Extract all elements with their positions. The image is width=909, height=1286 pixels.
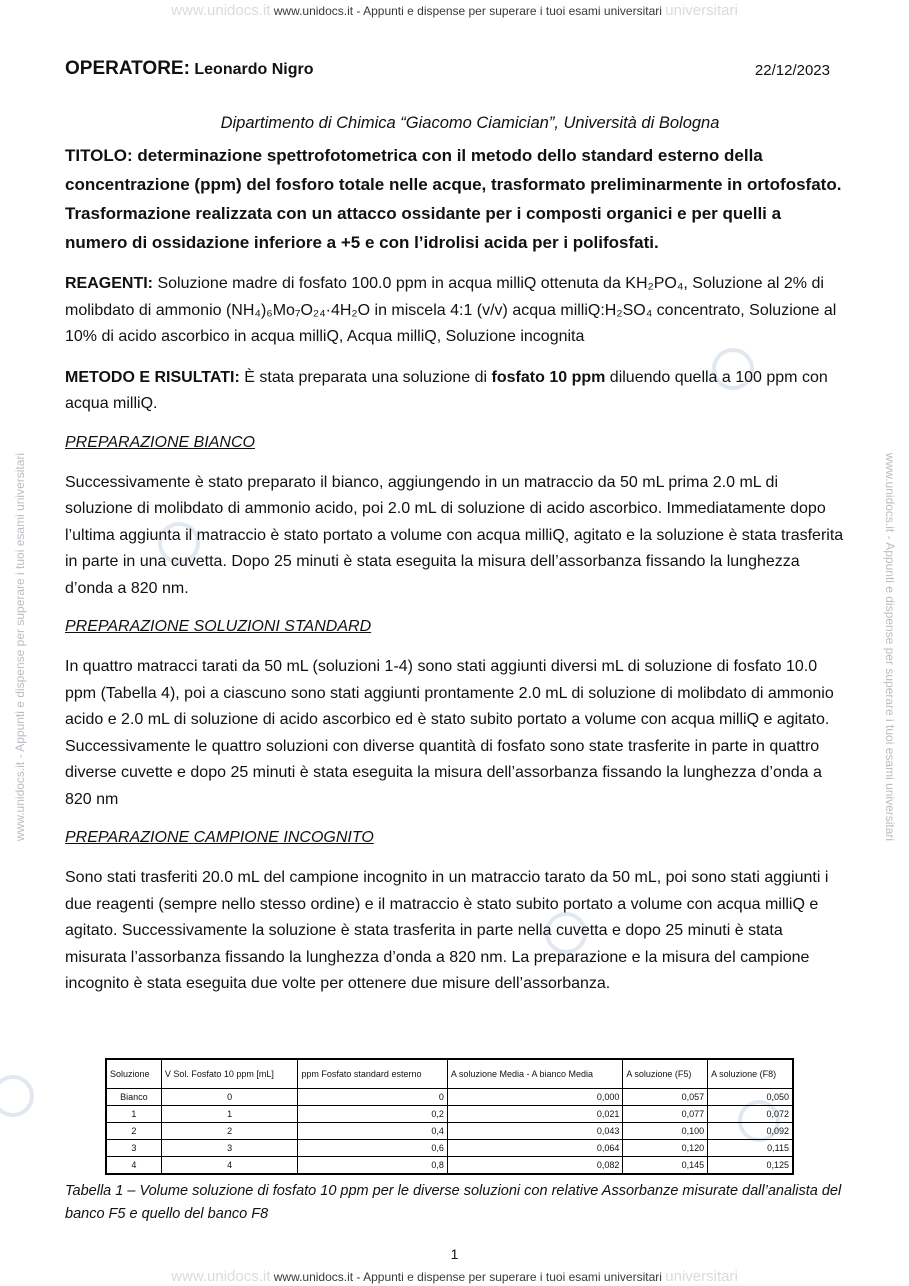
table-cell: 0,057	[623, 1089, 708, 1106]
watermark-top	[0, 2, 909, 19]
table-header-cell: Soluzione	[106, 1059, 161, 1089]
table-cell: 0,6	[298, 1140, 448, 1157]
table-row	[106, 1123, 793, 1140]
page-number: 1	[450, 1246, 459, 1262]
table-cell: 1	[106, 1106, 161, 1123]
section-text-standard: In quattro matracci tarati da 50 mL (soluzioni 1-4) sono stati aggiunti diversi mL di soluzione di fosfato 10.0 ppm (Tabella 4), poi a ciascuno sono stati aggiunti prontamente 2.0 mL di soluzione di molibdato di ammonio acido e 2.0 mL di soluzione di acido ascorbico ed è stato subito portato a volume con acqua milliQ e agitato. Successivamente le quattro soluzioni con diverse quantità di fosfato sono state trasferite in parte in quattro diverse cuvette e dopo 25 minuti è stata eseguita la misura dell’assorbanza fissando la lunghezza d’onda a 820 nm	[65, 658, 834, 808]
section-heading-bianco: PREPARAZIONE BIANCO	[65, 433, 255, 451]
reagents-text: Soluzione madre di fosfato 100.0 ppm in acqua milliQ ottenuta da KH₂PO₄, Soluzione al 2% di molibdato di ammonio (NH₄)₆Mo₇O₂₄·4H₂O in miscela 4:1 (v/v) acqua milliQ:H₂SO₄ concentrato, Soluzione al 10% di acido ascorbico in acqua milliQ, Acqua milliQ, Soluzione incognita	[65, 275, 837, 345]
title-text: determinazione spettrofotometrica con il metodo dello standard esterno della concentrazione (ppm) del fosforo totale nelle acque, trasformato preliminarmente in ortofosfato. Trasformazione realizzata con un attacco ossidante per i composti organici e per quelli a numero di ossidazione inferiore a +5 e con l’idrolisi acida per i polifosfati.	[65, 146, 842, 252]
watermark-left: www.unidocs.it - Appunti e dispense per superare i tuoi esami universitari	[13, 452, 27, 842]
table-cell: 3	[106, 1140, 161, 1157]
table-cell: 0,082	[447, 1157, 622, 1175]
table-caption: Tabella 1 – Volume soluzione di fosfato 10 ppm per le diverse soluzioni con relative Assorbanze misurate dall’analista del banco F5 e quello del banco F8	[65, 1183, 842, 1222]
table-cell: 0,050	[708, 1089, 793, 1106]
table-cell: 4	[161, 1157, 298, 1175]
reagents-label: REAGENTI:	[65, 275, 153, 292]
watermark-text: www.unidocs.it - Appunti e dispense per superare i tuoi esami universitari	[273, 4, 662, 18]
watermark-faint-left: www.unidocs.it	[171, 1268, 271, 1285]
method-paragraph	[65, 365, 845, 418]
section-text-incognito: Sono stati trasferiti 20.0 mL del campione incognito in un matraccio tarato da 50 mL, poi sono stati aggiunti i due reagenti (sempre nello stesso ordine) e il matraccio è stato subito portato a volume con acqua milliQ e agitato. Successivamente la soluzione è stata trasferita in parte nella cuvetta e dopo 25 minuti è stata misurata l’assorbanza fissando la lunghezza d’onda a 820 nm. La preparazione e la misura del campione incognito è stata eseguita due volte per ottenere due misure dell’assorbanza.	[65, 869, 829, 992]
watermark-right: www.unidocs.it - Appunti e dispense per superare i tuoi esami universitari	[883, 452, 897, 842]
table-cell: 0,077	[623, 1106, 708, 1123]
table-cell: 0,115	[708, 1140, 793, 1157]
table-cell: 0	[161, 1089, 298, 1106]
watermark-faint-left: www.unidocs.it	[171, 2, 271, 19]
watermark-faint-right: universitari	[665, 2, 738, 19]
section-heading-incognito: PREPARAZIONE CAMPIONE INCOGNITO	[65, 829, 374, 846]
data-table	[105, 1058, 794, 1175]
method-label: METODO E RISULTATI:	[65, 368, 240, 386]
table-cell: Bianco	[106, 1089, 161, 1106]
table-row	[106, 1106, 793, 1123]
table-header-cell: V Sol. Fosfato 10 ppm [mL]	[161, 1059, 298, 1089]
table-cell: 2	[161, 1123, 298, 1140]
operator-label: OPERATORE:	[65, 58, 190, 79]
table-cell: 0,120	[623, 1140, 708, 1157]
watermark-text: www.unidocs.it - Appunti e dispense per superare i tuoi esami universitari	[273, 1270, 662, 1284]
table-cell: 4	[106, 1157, 161, 1175]
table-cell: 0,4	[298, 1123, 448, 1140]
reagents-paragraph	[65, 271, 845, 351]
header	[65, 58, 845, 88]
table-row	[106, 1140, 793, 1157]
operator-name: Leonardo Nigro	[194, 61, 314, 78]
table-cell: 0,8	[298, 1157, 448, 1175]
table-cell: 0,100	[623, 1123, 708, 1140]
table-cell: 1	[161, 1106, 298, 1123]
section-heading-standard: PREPARAZIONE SOLUZIONI STANDARD	[65, 618, 372, 635]
table-header-cell: A soluzione Media - A bianco Media	[447, 1059, 622, 1089]
table-cell: 3	[161, 1140, 298, 1157]
table-header-cell: A soluzione (F5)	[623, 1059, 708, 1089]
department: Dipartimento di Chimica “Giacomo Ciamician”, Università di Bologna	[220, 114, 720, 132]
table-cell: 0,072	[708, 1106, 793, 1123]
table-header-cell: ppm Fosfato standard esterno	[298, 1059, 448, 1089]
table-cell: 0,145	[623, 1157, 708, 1175]
table-header-row	[106, 1059, 793, 1089]
method-text-after: diluendo quella a 100 ppm con acqua milliQ.	[65, 368, 828, 412]
table-cell: 0,043	[447, 1123, 622, 1140]
watermark-bottom	[0, 1268, 909, 1285]
document-title	[65, 141, 845, 257]
method-text-before: È stata preparata una soluzione di	[244, 368, 488, 386]
table-header-cell: A soluzione (F8)	[708, 1059, 793, 1089]
table-row	[106, 1089, 793, 1106]
watermark-logo-icon	[0, 1075, 34, 1117]
method-bold: fosfato 10 ppm	[491, 368, 606, 386]
table-cell: 0,125	[708, 1157, 793, 1175]
table-cell: 2	[106, 1123, 161, 1140]
title-label: TITOLO:	[65, 146, 133, 165]
table-cell: 0,021	[447, 1106, 622, 1123]
table-cell: 0,064	[447, 1140, 622, 1157]
section-text-bianco: Successivamente è stato preparato il bianco, aggiungendo in un matraccio da 50 mL prima 2.0 mL di soluzione di molibdato di ammonio acido, poi 2.0 mL di soluzione di acido ascorbico. Immediatamente dopo l’ultima aggiunta il matraccio è stato portato a volume con acqua milliQ, agitato e la soluzione è stata trasferita in parte in una cuvetta. Dopo 25 minuti è stata eseguita la misura dell’assorbanza fissando la lunghezza d’onda a 820 nm.	[65, 473, 844, 597]
table-cell: 0,000	[447, 1089, 622, 1106]
document-body	[65, 58, 845, 998]
table-cell: 0,092	[708, 1123, 793, 1140]
table-cell: 0	[298, 1089, 448, 1106]
document-date: 22/12/2023	[754, 62, 830, 79]
table-row	[106, 1157, 793, 1175]
table-cell: 0,2	[298, 1106, 448, 1123]
watermark-faint-right: universitari	[665, 1268, 738, 1285]
